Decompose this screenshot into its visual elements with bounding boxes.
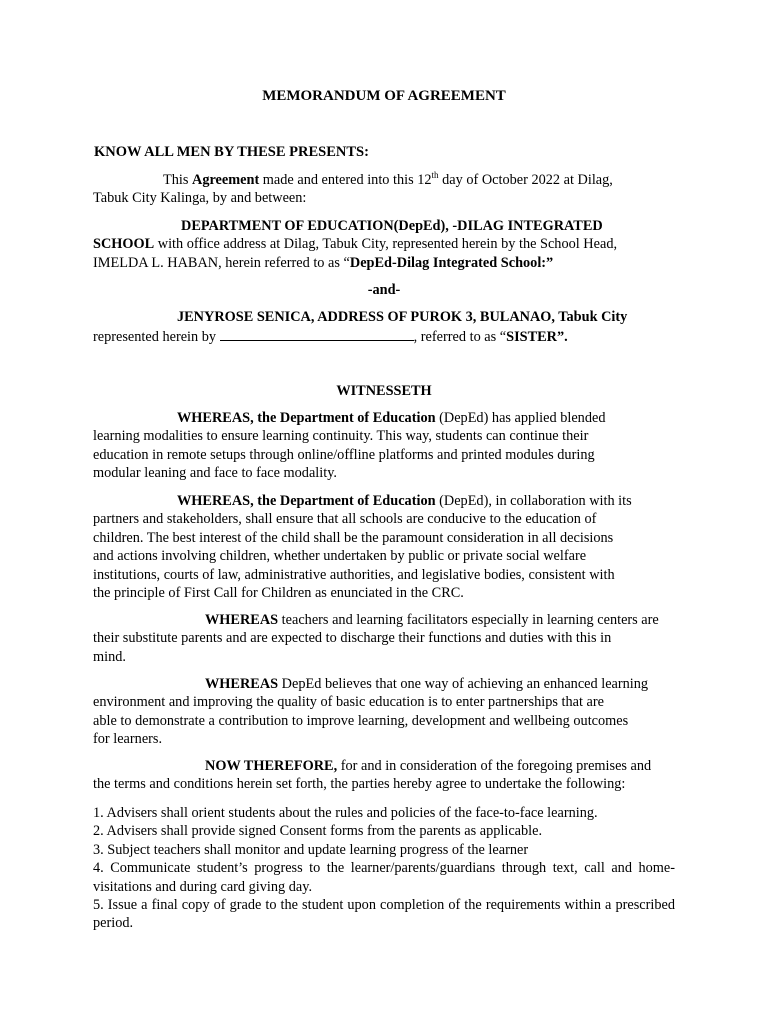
list-item: 5. Issue a final copy of grade to the student upon completion of the requirements within a prescribed period. bbox=[93, 897, 675, 932]
and-separator: -and- bbox=[367, 282, 401, 298]
party2-paragraph bbox=[93, 308, 675, 347]
list-item: 3. Subject teachers shall monitor and update learning progress of the learner bbox=[93, 841, 529, 858]
party1-paragraph bbox=[93, 217, 675, 272]
whereas-line: mind. bbox=[93, 648, 126, 665]
whereas-line: institutions, courts of law, administrative authorities, and legislative bodies, consistent with bbox=[93, 566, 615, 583]
agreement-mid: made and entered into this 12 bbox=[259, 172, 432, 188]
whereas-text: (DepEd) has applied blended bbox=[435, 410, 606, 426]
agreement-line2: Tabuk City Kalinga, by and between: bbox=[93, 190, 307, 207]
now-therefore-bold: NOW THEREFORE, bbox=[205, 758, 338, 774]
party1-address: with office address at Dilag, Tabuk City, represented herein by the School Head, bbox=[154, 236, 618, 253]
whereas-paragraph-4 bbox=[93, 675, 675, 749]
agreement-post: day of October 2022 at Dilag, bbox=[438, 172, 613, 188]
party1-name: DEPARTMENT OF EDUCATION(DepEd), -DILAG INTEGRATED bbox=[181, 218, 603, 234]
whereas-paragraph-3 bbox=[93, 611, 675, 666]
whereas-line: learning modalities to ensure learning continuity. This way, students can continue their bbox=[93, 428, 589, 445]
whereas-paragraph-2 bbox=[93, 492, 675, 602]
whereas-line: modular leaning and face to face modality. bbox=[93, 465, 338, 482]
agreement-bold: Agreement bbox=[192, 172, 260, 188]
whereas-line: their substitute parents and are expected to discharge their functions and duties with this in bbox=[93, 630, 612, 647]
whereas-bold: WHEREAS, the Department of Education bbox=[177, 493, 436, 509]
whereas-bold: WHEREAS bbox=[205, 676, 279, 692]
agreement-pre: This bbox=[163, 172, 192, 188]
now-therefore-paragraph bbox=[93, 757, 675, 794]
list-item: 4. Communicate student’s progress to the learner/parents/guardians through text, call and home-visitations and during card giving day. bbox=[93, 860, 675, 895]
whereas-paragraph-1 bbox=[93, 409, 675, 483]
know-all-heading: KNOW ALL MEN BY THESE PRESENTS: bbox=[94, 144, 369, 160]
whereas-text: DepEd believes that one way of achieving an enhanced learning bbox=[278, 676, 649, 692]
undertakings-list bbox=[93, 804, 675, 933]
now-therefore-line: the terms and conditions herein set forth, the parties hereby agree to undertake the following: bbox=[93, 776, 626, 793]
whereas-bold: WHEREAS, the Department of Education bbox=[177, 410, 436, 426]
list-item: 1. Advisers shall orient students about the rules and policies of the face-to-face learning. bbox=[93, 805, 598, 821]
whereas-text: teachers and learning facilitators especially in learning centers are bbox=[278, 612, 659, 628]
whereas-text: (DepEd), in collaboration with its bbox=[435, 493, 632, 509]
whereas-line: partners and stakeholders, shall ensure that all schools are conducive to the education of bbox=[93, 511, 597, 528]
whereas-line: for learners. bbox=[93, 731, 163, 748]
whereas-bold: WHEREAS bbox=[205, 612, 279, 628]
agreement-paragraph bbox=[93, 171, 675, 208]
whereas-line: education in remote setups through online/offline platforms and printed modules during bbox=[93, 446, 595, 463]
party2-mid: , referred to as “ bbox=[413, 329, 507, 346]
whereas-line: environment and improving the quality of basic education is to enter partnerships that are bbox=[93, 694, 604, 711]
party2-alias: SISTER”. bbox=[506, 329, 568, 346]
party1-school: SCHOOL bbox=[93, 236, 155, 253]
party2-name: JENYROSE SENICA, ADDRESS OF PUROK 3, BULANAO, Tabuk City bbox=[177, 309, 628, 325]
whereas-line: able to demonstrate a contribution to improve learning, development and wellbeing outcomes bbox=[93, 712, 629, 729]
whereas-line: the principle of First Call for Children as enunciated in the CRC. bbox=[93, 585, 464, 602]
whereas-line: and actions involving children, whether undertaken by public or private social welfare bbox=[93, 548, 587, 565]
whereas-line: children. The best interest of the child shall be the paramount consideration in all decisions bbox=[93, 529, 614, 546]
party1-alias: DepEd-Dilag Integrated School:” bbox=[349, 254, 554, 271]
document-title: MEMORANDUM OF AGREEMENT bbox=[262, 88, 506, 104]
party1-head: IMELDA L. HABAN, herein referred to as “ bbox=[93, 254, 350, 271]
agreement-sup: th bbox=[431, 170, 439, 181]
now-therefore-text: for and in consideration of the foregoing premises and bbox=[337, 758, 652, 774]
witnesseth-heading: WITNESSETH bbox=[336, 383, 432, 399]
signature-blank-line[interactable] bbox=[220, 326, 414, 341]
list-item: 2. Advisers shall provide signed Consent forms from the parents as applicable. bbox=[93, 823, 543, 840]
party2-pre: represented herein by bbox=[93, 329, 220, 346]
